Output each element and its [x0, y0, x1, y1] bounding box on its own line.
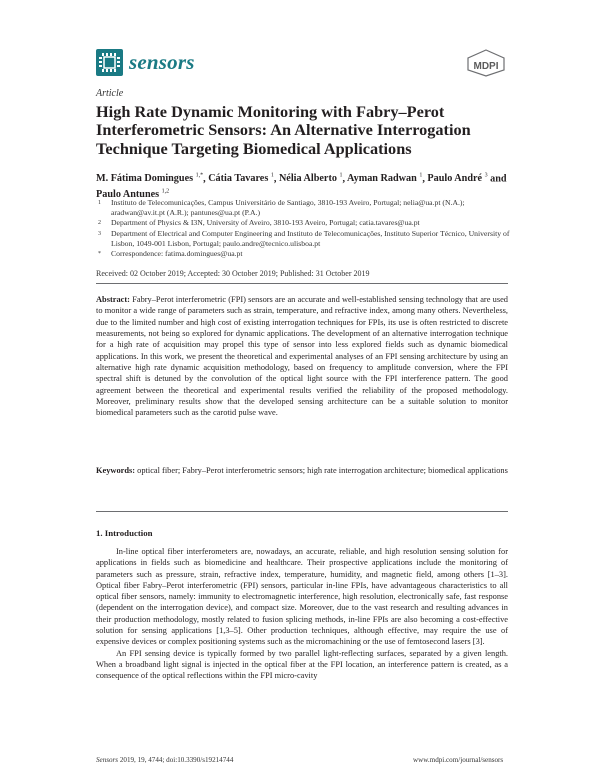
author[interactable]: Ayman Radwan $^1$ — [347, 173, 423, 185]
affiliations — [96, 198, 516, 259]
publisher-name: MDPI — [473, 61, 499, 72]
author-list: M. Fátima Domingues $^{1,*}$, Cátia Tavares $^1$, Nélia Alberto $^1$, Ayman Radwan $^1$, Paulo André $^3$ and Paulo Antunes $^{1,2}$ — [96, 173, 507, 201]
author[interactable]: M. Fátima Domingues $^{1,*}$ — [96, 173, 204, 185]
affiliation-item: 3 Department of Electrical and Computer Engineering and Instituto de Telecomunicações, Instituto Superior Técnico, University of Lisbon, 1049-001 Lisbon, Portugal; paulo.andre@tecnico.ulisboa.pt — [98, 228, 510, 248]
paragraph: In-line optical fiber interferometers are, nowadays, an accurate, reliable, and high resolution sensing solution for applications in fields such as biomedicine and healthcare. Their prospective applications include the monitoring of parameters such as pressure, strain, refractive index, temperature, humidity, and magnetic field, among others [1–3]. Optical fiber Fabry–Perot interferometric (FPI) sensors, particular in-line FPIs, have advantageous characteristics to all optical fiber sensors, namely: immunity to electromagnetic interference, high resolution, electronically safe, fast response (dependent on the interrogation device), and compact size. Moreover, due to the vast research and resulting advances in their production methodology, mostly related to fusion splicing methods, in-line FPIs are also becoming a cost-effective solution for sensing applications [1,3–5]. Other production techniques, although effective, may require the use of expensive devices or complex positioning systems such as the micromachining or the use of femtosecond lasers [3]. — [96, 547, 508, 647]
keywords-text: optical fiber; Fabry–Perot interferometric sensors; high rate interrogation architecture; biomedical applications — [137, 466, 508, 475]
author[interactable]: Paulo Antunes $^{1,2}$ — [96, 188, 170, 201]
correspondence: * Correspondence: fatima.domingues@ua.pt — [98, 249, 243, 259]
body-text — [96, 546, 508, 682]
paragraph: An FPI sensing device is typically formed by two parallel light-reflecting surfaces, separated by a given length. When a broadband light signal is injected in the optical fiber at the FPI location, an interference pattern is created, as a consequence of the optical reflections within the FPI micro-cavity — [96, 648, 508, 681]
journal-logo-icon — [96, 49, 123, 76]
abstract-label: Abstract: — [96, 295, 130, 304]
divider — [96, 511, 508, 512]
section-heading: 1. Introduction — [96, 528, 153, 538]
abstract — [96, 294, 508, 419]
footer-url[interactable]: www.mdpi.com/journal/sensors — [413, 756, 504, 764]
divider — [96, 283, 508, 284]
paper-title: High Rate Dynamic Monitoring with Fabry–Perot Interferometric Sensors: An Alternative Interrogation Technique Targeting Biomedical Applications — [96, 102, 471, 158]
keywords-label: Keywords: — [96, 466, 136, 475]
author[interactable]: Nélia Alberto $^1$ — [278, 173, 343, 185]
article-type: Article — [96, 88, 124, 99]
author[interactable]: Cátia Tavares $^1$ — [208, 173, 274, 185]
affiliation-item: 1 Instituto de Telecomunicações, Campus Universitário de Santiago, 3810-193 Aveiro, Portugal; nelia@ua.pt (N.A.); aradwan@av.it.pt (A.R.); pantunes@ua.pt (P.A.) — [98, 198, 465, 218]
publication-dates: Received: 02 October 2019; Accepted: 30 October 2019; Published: 31 October 2019 — [96, 269, 370, 278]
author[interactable]: Paulo André $^3$ — [427, 173, 488, 185]
mdpi-logo-icon — [464, 48, 508, 78]
affiliation-item: 2 Department of Physics & I3N, University of Aveiro, 3810-193 Aveiro, Portugal; catia.tavares@ua.pt — [98, 218, 420, 228]
keywords — [96, 465, 508, 476]
journal-name: sensors — [129, 50, 195, 74]
abstract-text: Fabry–Perot interferometric (FPI) sensors are an accurate and well-established sensing technology that are used to monitor a wide range of parameters such as strain, temperature, and refractive index, among many others. Nevertheless, due to the limited number and high cost of existing interrogation techniques for FPIs, its use is often restricted to discrete measurements, not being so explored for dynamic applications. The development of an alternative interrogation technique for a high rate of acquisition may propel this type of sensor into less explored fields such as dynamic biomedical applications. In this work, we present the theoretical and experimental analyses of an FPI sensing architecture by using an alternative high rate dynamic acquisition methodology, based on frequency to amplitude conversion, where the FPI spectral shift is detuned by the convolution of the optical light source with the FPI interference pattern. The good agreement between the theoretical and experimental results verified the reliability of the proposed methodology. Moreover, preliminary results show that the developed sensing architecture can be a suitable solution to monitor biomedical parameters such as the carotid pulse wave. — [96, 295, 508, 418]
footer-citation: Sensors 2019, 19, 4744; doi:10.3390/s19214744 — [96, 756, 234, 764]
